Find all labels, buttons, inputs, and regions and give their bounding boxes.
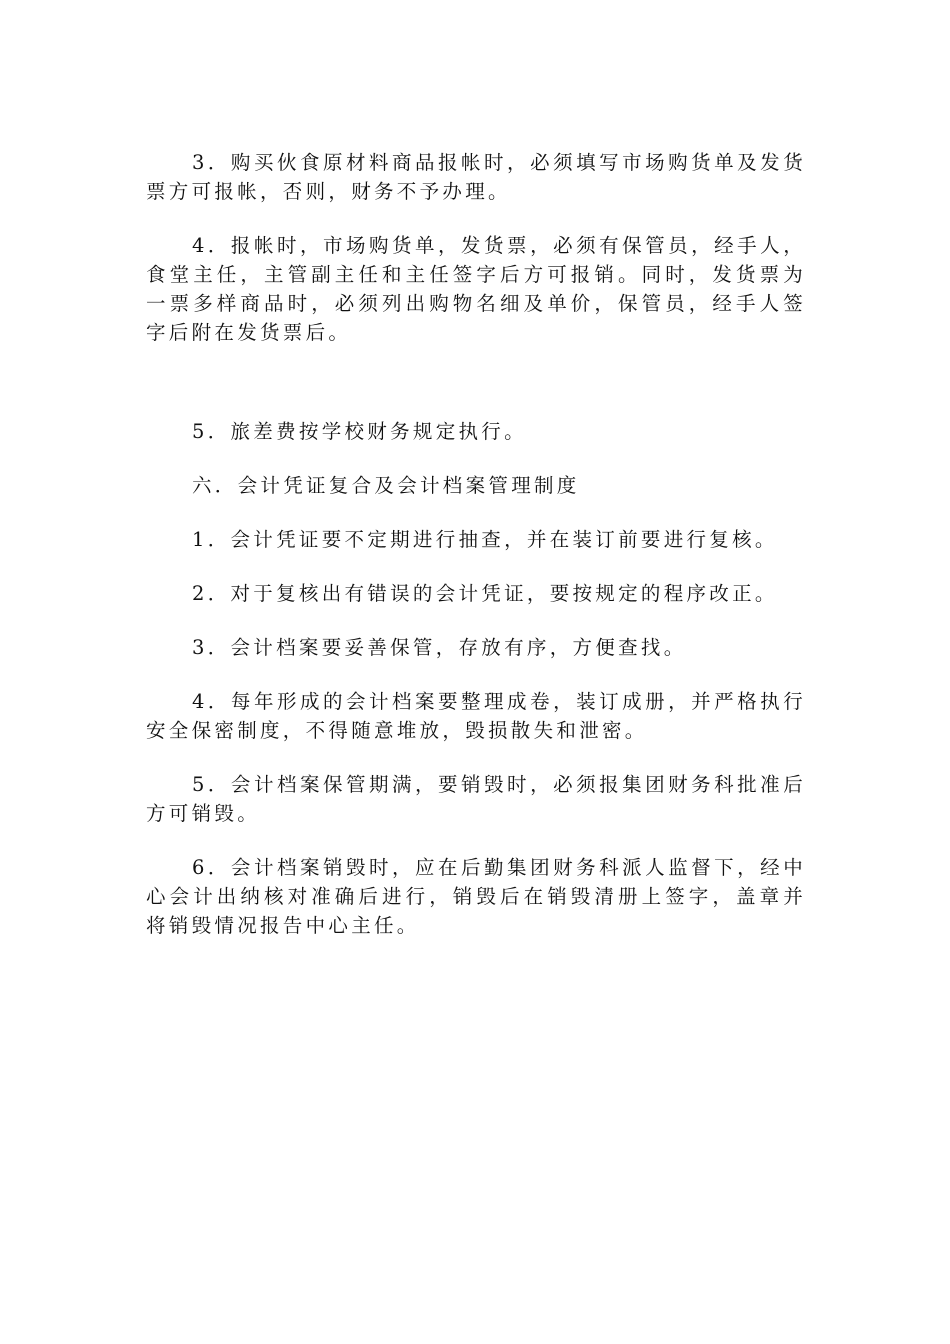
paragraph-travel-expenses: 5．旅差费按学校财务规定执行。 [192, 420, 527, 443]
paragraph-reimbursement-signatures: 4．报帐时，市场购货单，发货票，必须有保管员，经手人，食堂主任，主管副主任和主任签字后方可报销。同时，发货票为一票多样商品时，必须列出购物名细及单价，保管员，经手人签字后附在发货票后。 [146, 234, 806, 344]
document-body [146, 148, 806, 940]
paragraph-archive-storage: 3．会计档案要妥善保管，存放有序，方便查找。 [192, 636, 687, 659]
paragraph-voucher-correction: 2．对于复核出有错误的会计凭证，要按规定的程序改正。 [192, 582, 778, 605]
section-heading-archive-management: 六．会计凭证复合及会计档案管理制度 [192, 474, 580, 497]
paragraph-archive-expiry: 5．会计档案保管期满，要销毁时，必须报集团财务科批准后方可销毁。 [146, 773, 806, 825]
paragraph-purchase-reimbursement: 3．购买伙食原材料商品报帐时，必须填写市场购货单及发货票方可报帐，否则，财务不予办理。 [146, 151, 806, 203]
paragraph-archive-binding: 4．每年形成的会计档案要整理成卷，装订成册，并严格执行安全保密制度，不得随意堆放，毁损散失和泄密。 [146, 690, 806, 742]
paragraph-voucher-spot-check: 1．会计凭证要不定期进行抽查，并在装订前要进行复核。 [192, 528, 778, 551]
paragraph-archive-destruction: 6．会计档案销毁时，应在后勤集团财务科派人监督下，经中心会计出纳核对准确后进行，销毁后在销毁清册上签字，盖章并将销毁情况报告中心主任。 [146, 856, 806, 937]
